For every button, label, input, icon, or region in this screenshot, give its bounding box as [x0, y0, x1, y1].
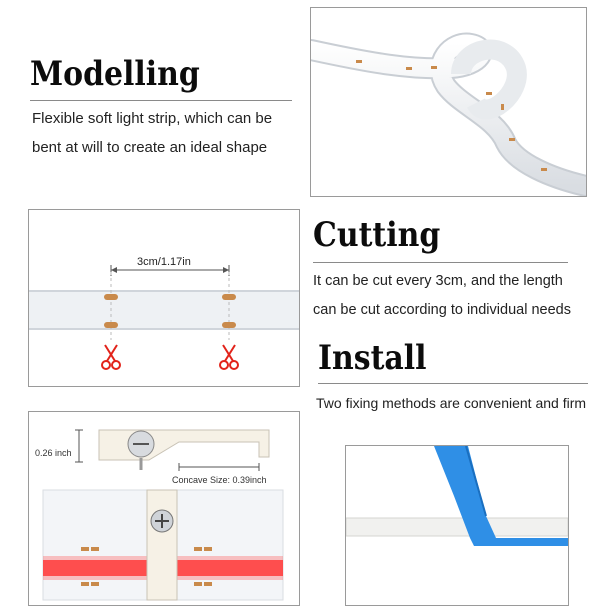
cutting-title: Cutting	[313, 215, 441, 255]
modelling-image	[310, 7, 587, 197]
cutting-description	[313, 267, 571, 325]
modelling-title: Modelling	[30, 54, 200, 94]
modelling-line-2: bent at will to create an ideal shape	[32, 139, 268, 156]
tape-install-image	[345, 445, 569, 606]
clip-height-label: 0.26 inch	[35, 448, 72, 458]
cutting-illustration	[29, 210, 299, 386]
install-line-1: Two fixing methods are convenient and firm	[316, 395, 587, 411]
cutting-line-2: can be cut according to individual needs	[313, 302, 571, 318]
clip-install-image	[28, 411, 300, 606]
concave-size-label: Concave Size: 0.39inch	[172, 475, 267, 485]
bent-strip-illustration	[311, 8, 586, 196]
modelling-description	[32, 104, 272, 162]
screw-icon	[149, 508, 175, 534]
cutting-image	[28, 209, 300, 387]
adhesive-tape-illustration	[346, 446, 568, 605]
install-title: Install	[318, 338, 427, 378]
install-rule	[318, 383, 588, 384]
scissors-icon	[99, 343, 123, 371]
cut-dimension-label: 3cm/1.17in	[137, 256, 191, 268]
modelling-line-1: Flexible soft light strip, which can be	[32, 110, 273, 127]
modelling-rule	[30, 100, 292, 101]
scissors-icon	[217, 343, 241, 371]
cutting-rule	[313, 262, 568, 263]
cutting-line-1: It can be cut every 3cm, and the length	[313, 273, 563, 289]
